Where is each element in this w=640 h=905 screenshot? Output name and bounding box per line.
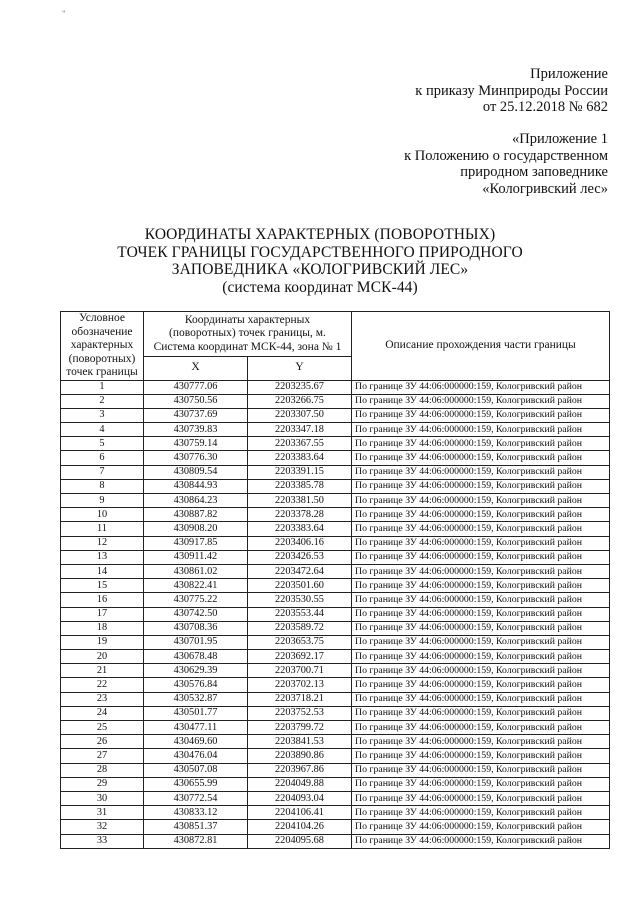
table-row (61, 564, 610, 578)
description-cell: По границе ЗУ 44:06:000000:159, Кологривский район (352, 522, 610, 536)
description-cell: По границе ЗУ 44:06:000000:159, Кологривский район (352, 635, 610, 649)
description-cell: По границе ЗУ 44:06:000000:159, Кологривский район (352, 536, 610, 550)
description-cell: По границе ЗУ 44:06:000000:159, Кологривский район (352, 791, 610, 805)
scan-mark: " (62, 9, 66, 19)
y-coordinate-cell: 2203235.67 (248, 380, 352, 394)
description-cell: По границе ЗУ 44:06:000000:159, Кологривский район (352, 479, 610, 493)
point-number-cell: 22 (61, 678, 144, 692)
description-cell: По границе ЗУ 44:06:000000:159, Кологривский район (352, 607, 610, 621)
description-cell: По границе ЗУ 44:06:000000:159, Кологривский район (352, 408, 610, 422)
y-coordinate-cell: 2204106.41 (248, 806, 352, 820)
description-cell: По границе ЗУ 44:06:000000:159, Кологривский район (352, 777, 610, 791)
y-coordinate-cell: 2203530.55 (248, 593, 352, 607)
description-cell: По границе ЗУ 44:06:000000:159, Кологривский район (352, 579, 610, 593)
table-row (61, 721, 610, 735)
x-coordinate-cell: 430678.48 (144, 650, 248, 664)
table-row (61, 678, 610, 692)
coordinates-column-header (144, 312, 352, 357)
table-row (61, 834, 610, 848)
x-coordinate-cell: 430655.99 (144, 777, 248, 791)
point-number-cell: 33 (61, 834, 144, 848)
table-row (61, 621, 610, 635)
y-coordinate-cell: 2203718.21 (248, 692, 352, 706)
x-coordinate-cell: 430742.50 (144, 607, 248, 621)
header-line: Координаты характерных (184, 313, 311, 326)
y-coordinate-cell: 2203378.28 (248, 508, 352, 522)
point-number-cell: 25 (61, 721, 144, 735)
description-cell: По границе ЗУ 44:06:000000:159, Кологривский район (352, 706, 610, 720)
table-row (61, 550, 610, 564)
description-cell: По границе ЗУ 44:06:000000:159, Кологривский район (352, 834, 610, 848)
x-coordinate-cell: 430507.08 (144, 763, 248, 777)
point-number-cell: 21 (61, 664, 144, 678)
point-number-cell: 24 (61, 706, 144, 720)
regulation-header (404, 131, 608, 197)
point-number-cell: 32 (61, 820, 144, 834)
description-cell: По границе ЗУ 44:06:000000:159, Кологривский район (352, 621, 610, 635)
document-title (0, 226, 640, 296)
table-row (61, 635, 610, 649)
x-coordinate-cell: 430501.77 (144, 706, 248, 720)
title-line: ЗАПОВЕДНИКА «КОЛОГРИВСКИЙ ЛЕС» (171, 261, 469, 278)
title-line: (система координат МСК-44) (222, 278, 418, 296)
table-row (61, 579, 610, 593)
table-row (61, 706, 610, 720)
table-row (61, 607, 610, 621)
regulation-line: природном заповеднике (460, 164, 608, 180)
point-number-cell: 15 (61, 579, 144, 593)
x-coordinate-cell: 430737.69 (144, 408, 248, 422)
x-coordinate-cell: 430476.04 (144, 749, 248, 763)
table-row (61, 394, 610, 408)
description-cell: По границе ЗУ 44:06:000000:159, Кологривский район (352, 437, 610, 451)
x-coordinate-cell: 430861.02 (144, 564, 248, 578)
point-number-cell: 27 (61, 749, 144, 763)
y-coordinate-cell: 2203692.17 (248, 650, 352, 664)
y-coordinate-cell: 2203967.86 (248, 763, 352, 777)
point-number-cell: 9 (61, 494, 144, 508)
description-cell: По границе ЗУ 44:06:000000:159, Кологривский район (352, 423, 610, 437)
table-row (61, 451, 610, 465)
y-coordinate-cell: 2203553.44 (248, 607, 352, 621)
point-number-cell: 3 (61, 408, 144, 422)
point-number-cell: 6 (61, 451, 144, 465)
x-coordinate-cell: 430822.41 (144, 579, 248, 593)
x-coordinate-cell: 430701.95 (144, 635, 248, 649)
x-coordinate-cell: 430708.36 (144, 621, 248, 635)
y-coordinate-cell: 2203347.18 (248, 423, 352, 437)
y-coordinate-cell: 2203381.50 (248, 494, 352, 508)
y-coordinate-cell: 2204095.68 (248, 834, 352, 848)
x-coordinate-cell: 430908.20 (144, 522, 248, 536)
y-coordinate-cell: 2203890.86 (248, 749, 352, 763)
point-number-cell: 16 (61, 593, 144, 607)
x-coordinate-cell: 430576.84 (144, 678, 248, 692)
table-row (61, 650, 610, 664)
x-coordinate-cell: 430864.23 (144, 494, 248, 508)
x-coordinate-cell: 430629.39 (144, 664, 248, 678)
regulation-line: «Кологривский лес» (482, 180, 608, 197)
header-line: (поворотных) (68, 352, 136, 365)
point-number-cell: 2 (61, 394, 144, 408)
coordinates-table (60, 311, 610, 849)
y-coordinate-cell: 2203799.72 (248, 721, 352, 735)
description-cell: По границе ЗУ 44:06:000000:159, Кологривский район (352, 678, 610, 692)
y-coordinate-cell: 2203383.64 (248, 451, 352, 465)
regulation-line: «Приложение 1 (512, 131, 608, 147)
point-number-cell: 23 (61, 692, 144, 706)
point-number-cell: 30 (61, 791, 144, 805)
y-coordinate-cell: 2203383.64 (248, 522, 352, 536)
table-row (61, 522, 610, 536)
description-cell: По границе ЗУ 44:06:000000:159, Кологривский район (352, 650, 610, 664)
x-coordinate-cell: 430759.14 (144, 437, 248, 451)
x-column-header: X (144, 356, 248, 380)
table-row (61, 465, 610, 479)
header-line: характерных (70, 339, 134, 351)
y-coordinate-cell: 2203501.60 (248, 579, 352, 593)
x-coordinate-cell: 430776.30 (144, 451, 248, 465)
y-coordinate-cell: 2204104.26 (248, 820, 352, 834)
y-coordinate-cell: 2203385.78 (248, 479, 352, 493)
y-coordinate-cell: 2203700.71 (248, 664, 352, 678)
table-row (61, 593, 610, 607)
description-cell: По границе ЗУ 44:06:000000:159, Кологривский район (352, 593, 610, 607)
table-row (61, 494, 610, 508)
x-coordinate-cell: 430772.54 (144, 791, 248, 805)
description-cell: По границе ЗУ 44:06:000000:159, Кологривский район (352, 380, 610, 394)
table-row (61, 664, 610, 678)
x-coordinate-cell: 430775.22 (144, 593, 248, 607)
x-coordinate-cell: 430851.37 (144, 820, 248, 834)
point-number-cell: 4 (61, 423, 144, 437)
header-line: Условное (79, 312, 125, 324)
y-coordinate-cell: 2203307.50 (248, 408, 352, 422)
table-row (61, 479, 610, 493)
title-line: КООРДИНАТЫ ХАРАКТЕРНЫХ (ПОВОРОТНЫХ) (144, 226, 496, 243)
description-cell: По границе ЗУ 44:06:000000:159, Кологривский район (352, 692, 610, 706)
description-cell: По границе ЗУ 44:06:000000:159, Кологривский район (352, 451, 610, 465)
x-coordinate-cell: 430777.06 (144, 380, 248, 394)
appendix-header (415, 66, 608, 116)
header-line: точек границы (66, 366, 138, 378)
x-coordinate-cell: 430911.42 (144, 550, 248, 564)
header-line: обозначение (71, 325, 133, 338)
description-cell: По границе ЗУ 44:06:000000:159, Кологривский район (352, 806, 610, 820)
appendix-line: от 25.12.2018 № 682 (482, 99, 608, 115)
x-coordinate-cell: 430917.85 (144, 536, 248, 550)
y-coordinate-cell: 2203841.53 (248, 735, 352, 749)
point-number-cell: 14 (61, 564, 144, 578)
x-coordinate-cell: 430469.60 (144, 735, 248, 749)
x-coordinate-cell: 430887.82 (144, 508, 248, 522)
point-number-cell: 10 (61, 508, 144, 522)
point-number-cell: 5 (61, 437, 144, 451)
table-row (61, 408, 610, 422)
y-coordinate-cell: 2204049.88 (248, 777, 352, 791)
table-body (61, 380, 610, 848)
point-number-cell: 12 (61, 536, 144, 550)
description-cell: По границе ЗУ 44:06:000000:159, Кологривский район (352, 508, 610, 522)
x-coordinate-cell: 430739.83 (144, 423, 248, 437)
table-row (61, 791, 610, 805)
description-cell: По границе ЗУ 44:06:000000:159, Кологривский район (352, 820, 610, 834)
x-coordinate-cell: 430809.54 (144, 465, 248, 479)
description-cell: По границе ЗУ 44:06:000000:159, Кологривский район (352, 721, 610, 735)
table-row (61, 508, 610, 522)
y-coordinate-cell: 2203266.75 (248, 394, 352, 408)
y-coordinate-cell: 2203589.72 (248, 621, 352, 635)
description-column-header: Описание прохождения части границы (352, 312, 610, 381)
regulation-line: к Положению о государственном (404, 147, 608, 164)
y-coordinate-cell: 2204093.04 (248, 791, 352, 805)
point-number-cell: 13 (61, 550, 144, 564)
x-coordinate-cell: 430750.56 (144, 394, 248, 408)
point-column-header (61, 312, 144, 381)
y-coordinate-cell: 2203406.16 (248, 536, 352, 550)
title-line: ТОЧЕК ГРАНИЦЫ ГОСУДАРСТВЕННОГО ПРИРОДНОГО (117, 243, 523, 261)
table-header-row (61, 312, 610, 357)
y-column-header: Y (248, 356, 352, 380)
point-number-cell: 11 (61, 522, 144, 536)
y-coordinate-cell: 2203391.15 (248, 465, 352, 479)
description-cell: По границе ЗУ 44:06:000000:159, Кологривский район (352, 763, 610, 777)
point-number-cell: 20 (61, 650, 144, 664)
table-row (61, 692, 610, 706)
point-number-cell: 7 (61, 465, 144, 479)
table-row (61, 820, 610, 834)
point-number-cell: 19 (61, 635, 144, 649)
y-coordinate-cell: 2203752.53 (248, 706, 352, 720)
point-number-cell: 1 (61, 380, 144, 394)
y-coordinate-cell: 2203653.75 (248, 635, 352, 649)
y-coordinate-cell: 2203426.53 (248, 550, 352, 564)
description-cell: По границе ЗУ 44:06:000000:159, Кологривский район (352, 394, 610, 408)
x-coordinate-cell: 430477.11 (144, 721, 248, 735)
description-cell: По границе ЗУ 44:06:000000:159, Кологривский район (352, 494, 610, 508)
table-row (61, 763, 610, 777)
y-coordinate-cell: 2203472.64 (248, 564, 352, 578)
x-coordinate-cell: 430532.87 (144, 692, 248, 706)
table-row (61, 806, 610, 820)
header-line: (поворотных) точек границы, м. (169, 327, 326, 340)
point-number-cell: 26 (61, 735, 144, 749)
point-number-cell: 18 (61, 621, 144, 635)
point-number-cell: 31 (61, 806, 144, 820)
point-number-cell: 29 (61, 777, 144, 791)
table-row (61, 777, 610, 791)
description-cell: По границе ЗУ 44:06:000000:159, Кологривский район (352, 465, 610, 479)
header-line: Система координат МСК-44, зона № 1 (153, 340, 342, 353)
description-cell: По границе ЗУ 44:06:000000:159, Кологривский район (352, 749, 610, 763)
table-row (61, 536, 610, 550)
table-row (61, 380, 610, 394)
point-number-cell: 8 (61, 479, 144, 493)
appendix-line: Приложение (530, 66, 608, 82)
table-row (61, 423, 610, 437)
x-coordinate-cell: 430872.81 (144, 834, 248, 848)
description-cell: По границе ЗУ 44:06:000000:159, Кологривский район (352, 735, 610, 749)
point-number-cell: 28 (61, 763, 144, 777)
table-row (61, 749, 610, 763)
appendix-line: к приказу Минприроды России (415, 82, 608, 99)
y-coordinate-cell: 2203702.13 (248, 678, 352, 692)
description-cell: По границе ЗУ 44:06:000000:159, Кологривский район (352, 564, 610, 578)
table-row (61, 735, 610, 749)
x-coordinate-cell: 430833.12 (144, 806, 248, 820)
description-cell: По границе ЗУ 44:06:000000:159, Кологривский район (352, 664, 610, 678)
point-number-cell: 17 (61, 607, 144, 621)
x-coordinate-cell: 430844.93 (144, 479, 248, 493)
table-row (61, 437, 610, 451)
y-coordinate-cell: 2203367.55 (248, 437, 352, 451)
description-cell: По границе ЗУ 44:06:000000:159, Кологривский район (352, 550, 610, 564)
